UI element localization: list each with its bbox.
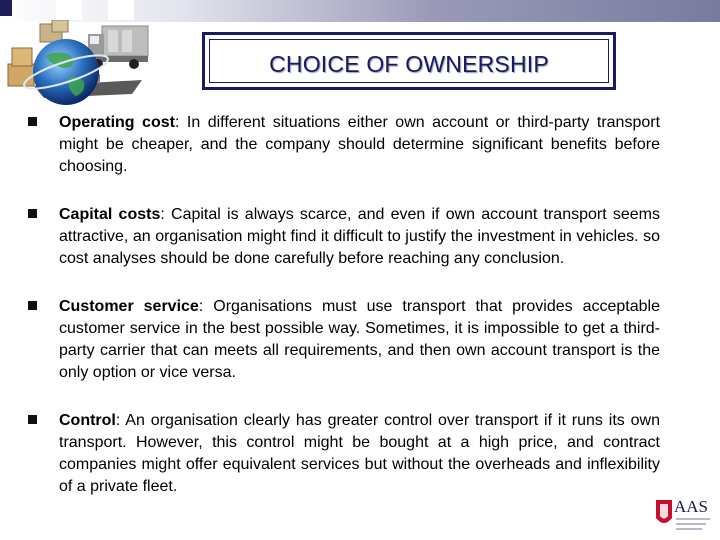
bullet-square-icon bbox=[28, 117, 37, 126]
bullet-term: Operating cost bbox=[59, 114, 175, 131]
logo-text: AAS bbox=[674, 497, 709, 516]
title-box bbox=[202, 32, 616, 90]
bullet-text bbox=[59, 112, 660, 178]
bullet-list bbox=[28, 112, 660, 524]
globe-logistics-icon bbox=[4, 20, 154, 112]
list-item bbox=[28, 204, 660, 270]
bullet-square-icon bbox=[28, 415, 37, 424]
bullet-term: Capital costs bbox=[59, 206, 161, 223]
bullet-body: : Capital is always scarce, and even if own account transport seems attractive, an organisation might find it difficult to justify the investment in vehicles. so cost analyses should be done carefully before reaching any conclusion. bbox=[59, 206, 660, 267]
bullet-text bbox=[59, 410, 660, 498]
header-band-square bbox=[56, 0, 82, 20]
page-title: CHOICE OF OWNERSHIP bbox=[269, 50, 549, 77]
list-item bbox=[28, 410, 660, 498]
bullet-text bbox=[59, 296, 660, 384]
bullet-text bbox=[59, 204, 660, 270]
bullet-body: : An organisation clearly has greater control over transport if it runs its own transport. However, this control might be bought at a high price, and contract companies might offer equivalent services but without the overheads and inflexibility of a private fleet. bbox=[59, 412, 660, 495]
header-band bbox=[0, 0, 720, 22]
bullet-term: Control bbox=[59, 412, 116, 429]
header-band-square bbox=[108, 0, 134, 20]
corner-mark bbox=[0, 0, 12, 16]
list-item bbox=[28, 296, 660, 384]
list-item bbox=[28, 112, 660, 178]
bullet-body: : In different situations either own account or third-party transport might be cheaper, and the company should determine significant benefits before choosing. bbox=[59, 114, 661, 175]
bullet-square-icon bbox=[28, 301, 37, 310]
aas-logo-icon bbox=[650, 490, 714, 534]
bullet-body: : Organisations must use transport that provides acceptable customer service in the best possible way. Sometimes, it is impossible to get a third-party carrier that can meets all requirements, and then own account transport is the only option or vice versa. bbox=[59, 298, 660, 381]
bullet-square-icon bbox=[28, 209, 37, 218]
bullet-term: Customer service bbox=[59, 298, 199, 315]
